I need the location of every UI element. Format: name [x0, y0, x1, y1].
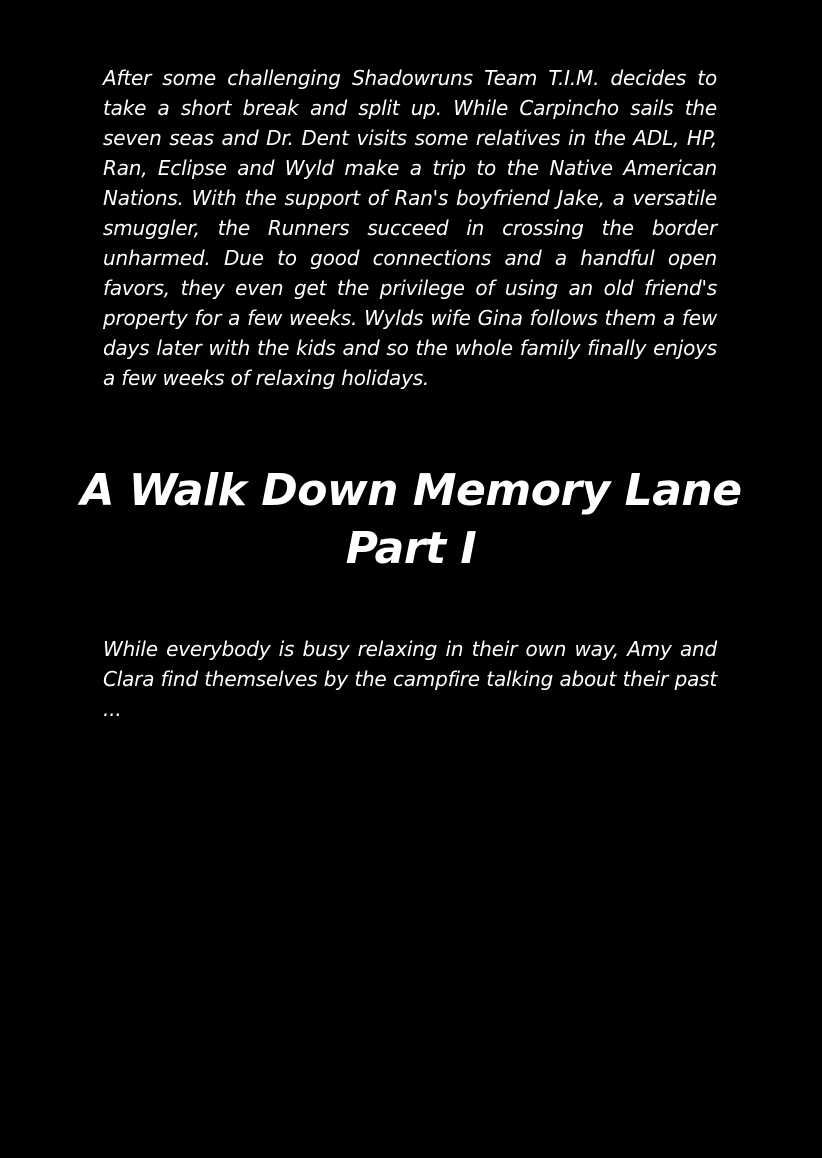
intro-paragraph: After some challenging Shadowruns Team T.I.M. decides to take a short break and split up. While Carpincho sails the seven seas and Dr. Dent visits some relatives in the ADL, HP, Ran, Eclipse and Wyld make a trip to the Native American Nations. With the support of Ran's boyfriend Jake, a versatile smuggler, the Runners succeed in crossing the border unharmed. Due to good connections and a handful open favors, they even get the privilege of using an old friend's property for a few weeks. Wylds wife Gina follows them a few days later with the kids and so the whole family finally enjoys a few weeks of relaxing holidays.: [103, 66, 717, 390]
chapter-title-line-1: A Walk Down Memory Lane: [80, 465, 742, 516]
chapter-title: [0, 462, 822, 578]
outro-paragraph: While everybody is busy relaxing in their own way, Amy and Clara find themselves by the campfire talking about their past ...: [103, 637, 717, 721]
chapter-title-line-2: Part I: [345, 523, 477, 574]
